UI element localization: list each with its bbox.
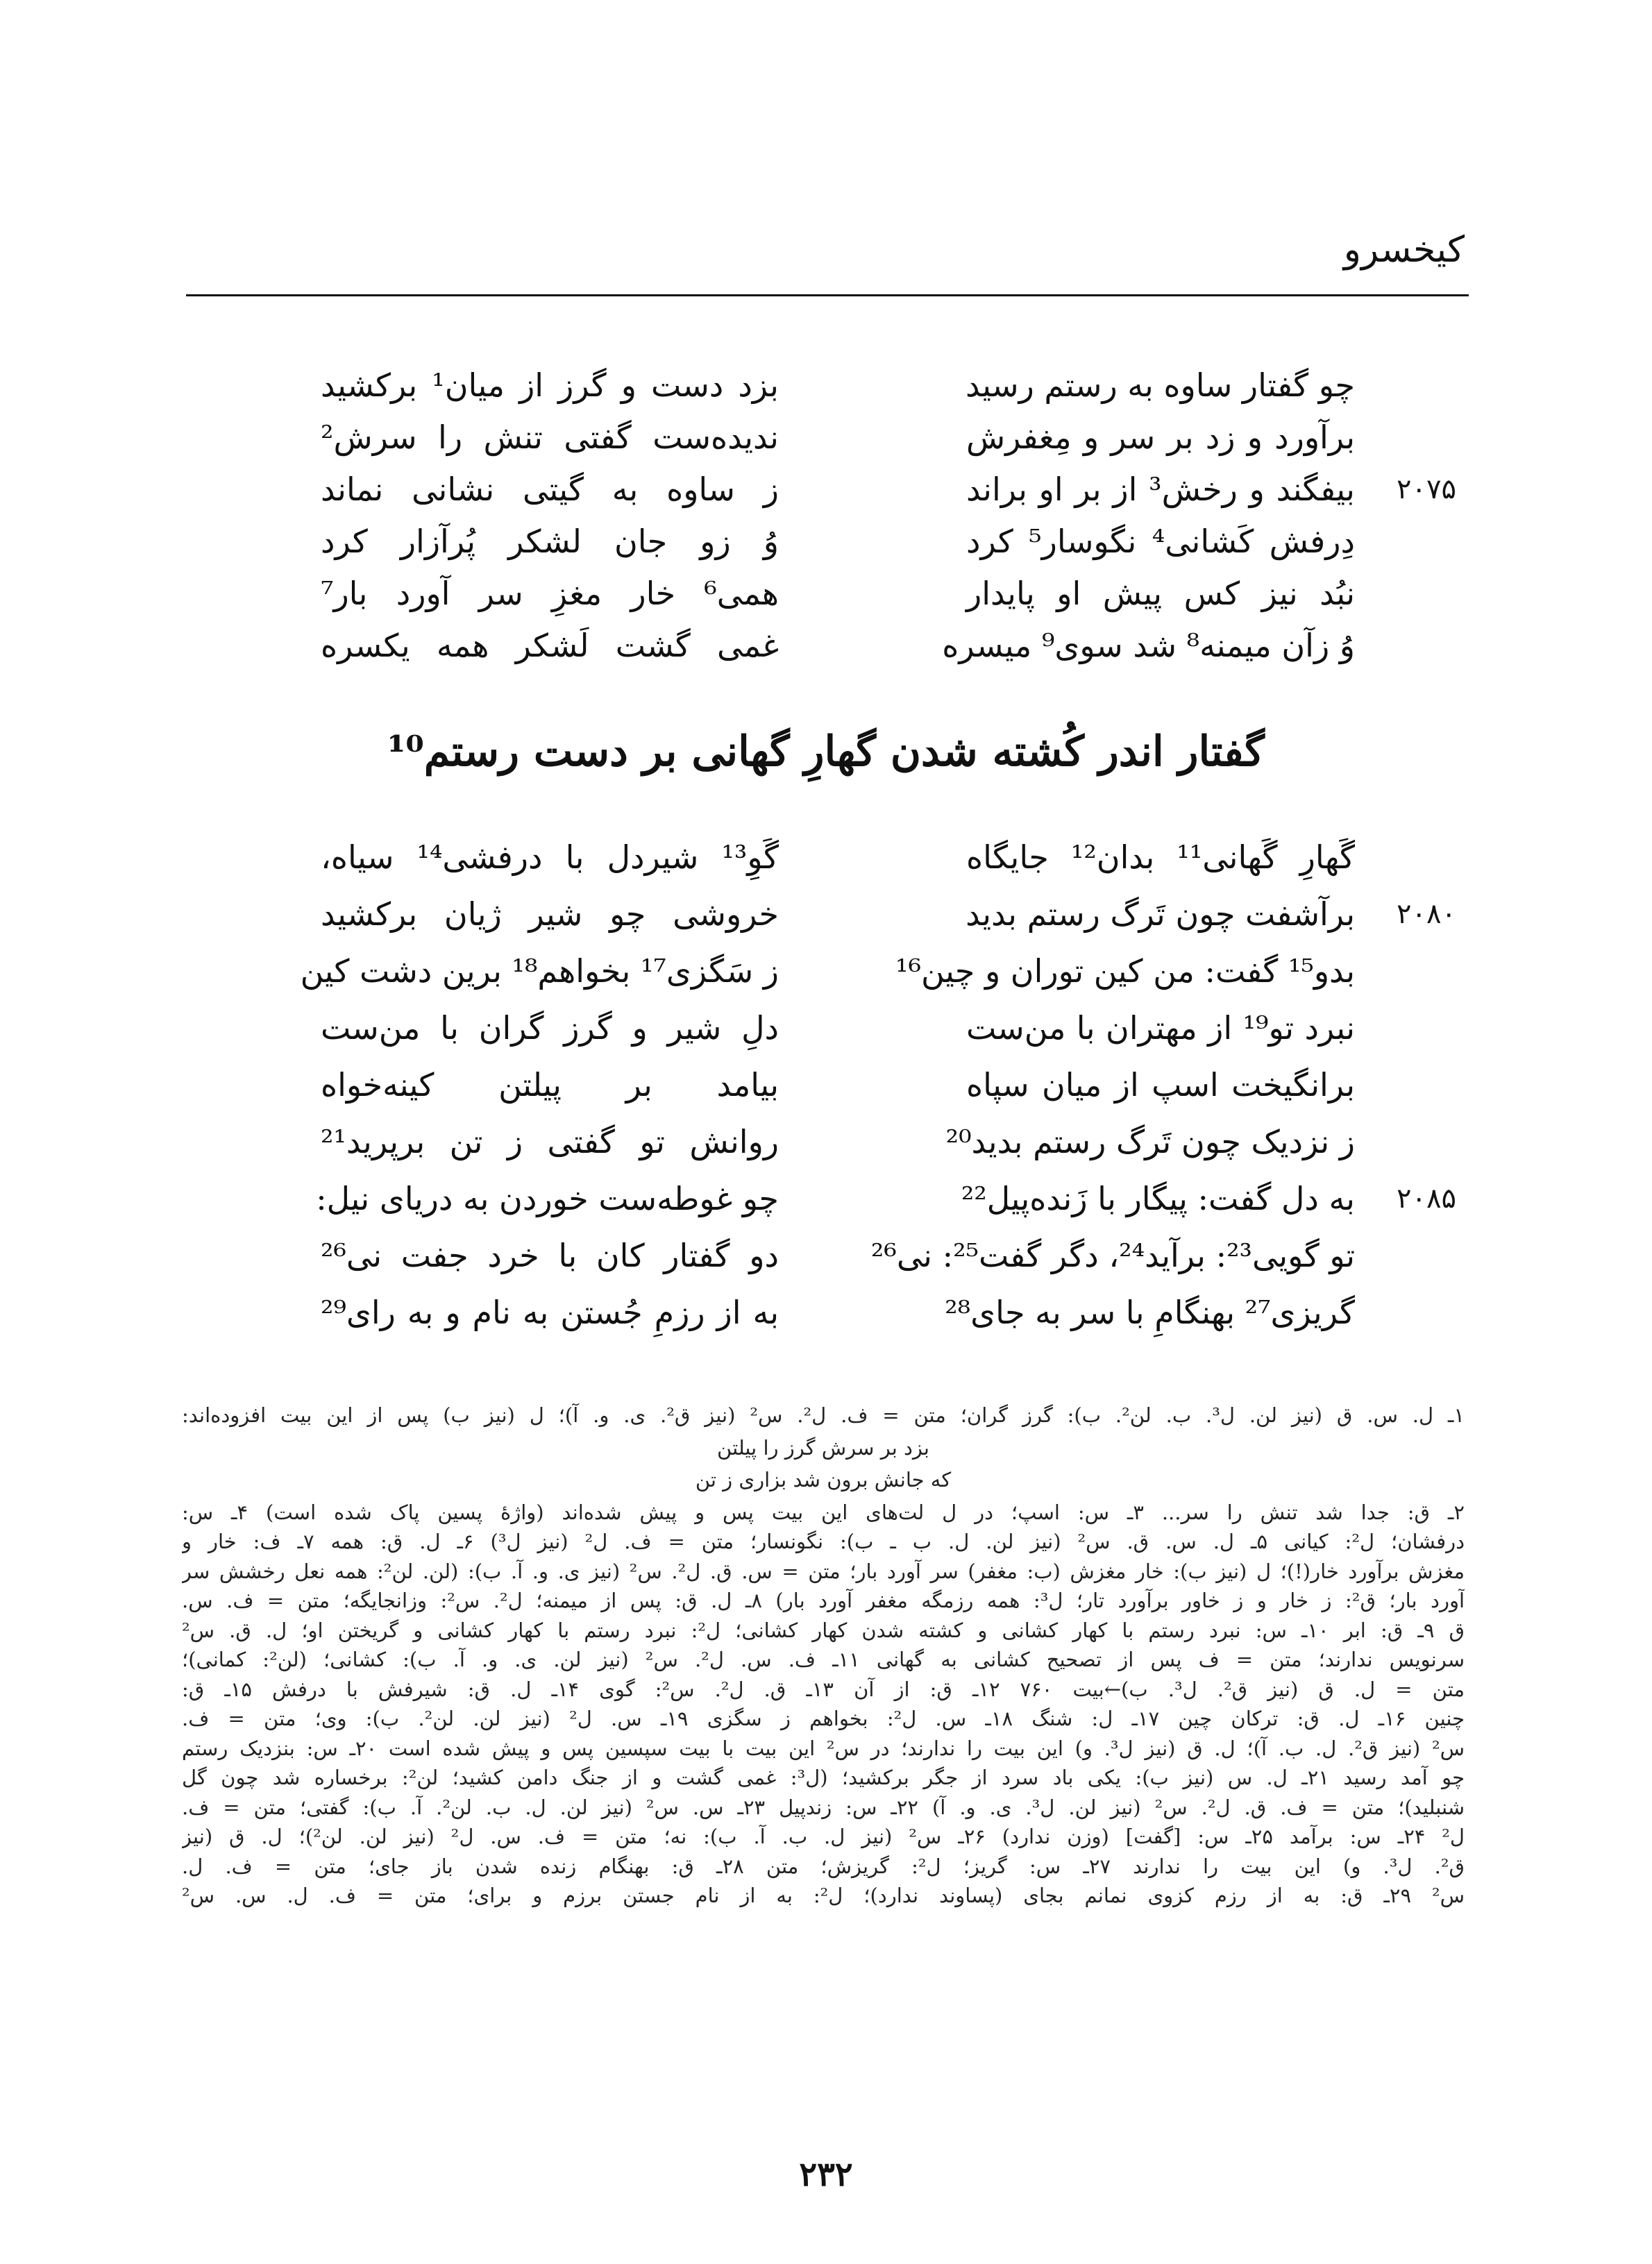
- hemistich-left: گَوِ¹³ شیردل با درفشی¹⁴ سیاه،: [321, 838, 779, 876]
- couplet: [0, 569, 1652, 618]
- footnote-line: درفشان؛ ل²: کیانی ۵ـ ل. س. ق. س² (نیز لن. ل. ب ـ ب): نگونسار؛ متن = ف. ل² (نیز ل³) ۶ـ ل. ق: همه ۷ـ ف: خار و: [182, 1530, 1465, 1553]
- couplet: [0, 361, 1652, 409]
- hemistich-left: بزد دست و گرز از میان¹ برکشید: [321, 366, 779, 404]
- hemistich-left: ندیده‌ست گفتی تنش را سرش²: [321, 419, 779, 456]
- couplet: [0, 1117, 1652, 1166]
- footnote-line: آورد بار؛ ق²: ز خار و ز خاور برآورد تار؛ ل³: همه رزمگه مغفر آورد بار) ۸ـ ل. ق: پس از میمنه؛ ل². س²: وزانجایگه؛ متن = ف. س.: [182, 1589, 1465, 1612]
- footnote-verse: که جانش برون شد بزاری ز تن: [695, 1468, 952, 1492]
- hemistich-right: گریزی²⁷ بهنگامِ با سر به جای²⁸: [945, 1294, 1355, 1331]
- hemistich-right: نبرد تو¹⁹ از مهتران با من‌ست: [966, 1009, 1355, 1047]
- hemistich-right: گَهارِ گَهانی¹¹ بدان¹² جایگاه: [966, 838, 1355, 876]
- couplet: [0, 890, 1652, 938]
- footnote-line: س² ۲۹ـ ق: به از رزم کزوی نمانم بجای (پساوند ندارد)؛ ل²: به از نام جستن برزم و برای؛ متن = ف. ل. س. س²: [182, 1884, 1465, 1907]
- section-heading: گفتار اندر کُشته شدن گهارِ گهانی بر دست رستم¹⁰: [387, 727, 1265, 776]
- couplet: [0, 1061, 1652, 1109]
- footnote-line: متن = ل. ق (نیز ق². ل³. ب)←بیت ۷۶۰ ۱۲ـ ق: از آن ۱۳ـ ق. ل². س²: گوی ۱۴ـ ل. ق: شیرفش با درفش ۱۵ـ ق:: [182, 1677, 1465, 1701]
- couplet: [0, 517, 1652, 566]
- hemistich-left: روانش تو گفتی ز تن برپرید²¹: [321, 1123, 779, 1160]
- footnote-line: سرنویس ندارند؛ متن = ف پس از تصحیح کشانی به گهانی ۱۱ـ ف. س. ل². س² (نیز لن. ی. و. آ. ب): کشانی؛ (لن²: کمانی)؛: [182, 1648, 1465, 1671]
- footnote-line: چو آمد رسید ۲۱ـ ل. س (نیز ب): یکی باد سرد از جگر برکشید؛ (ل³: غمی گشت و از جنگ دامن کشید؛ لن²: برخساره شد چون گل: [182, 1766, 1465, 1789]
- couplet: [0, 1004, 1652, 1052]
- hemistich-left: چو غوطه‌ست خوردن به دریای نیل:: [316, 1180, 779, 1217]
- hemistich-right: چو گفتار ساوه به رستم رسید: [966, 366, 1355, 404]
- footnotes: [182, 1401, 1465, 1911]
- verse-number: ۲۰۸۰: [1397, 898, 1456, 930]
- hemistich-left: همی⁶ خار مغزِ سر آورد بار⁷: [321, 575, 779, 612]
- footnote-line: ۲ـ ق: جدا شد تنش را سر... ۳ـ س: اسپ؛ در ل لت‌های این بیت پس و پیش شده‌اند (واژهٔ پسین پاک شده است) ۴ـ س:: [182, 1500, 1465, 1524]
- footnote-line: مغزش برآورد خار(!)؛ ل (نیز ب): خار مغزش (ب: مغفر) سر آورد بار؛ متن = س. ق. ل². س² (نیز ی. و. آ. ب): (لن. لن²: همه نعل رخشش سر: [182, 1559, 1465, 1583]
- hemistich-left: دو گفتار کان با خرد جفت نی²⁶: [321, 1237, 779, 1274]
- footnote-line: س² (نیز ق². ل. ب. آ)؛ ل. ق (نیز ل³. و) این بیت را ندارند؛ در س² این بیت با بیت سپسین پس و پیش شده است ۲۰ـ س: بنزدیک رستم: [182, 1736, 1465, 1760]
- hemistich-right: برآشفت چون تَرگ رستم بدید: [966, 895, 1355, 933]
- footnote-line: شنبلید)؛ متن = ف. ق. ل². س² (نیز لن. ل³. ی. و. آ) ۲۲ـ س: زندپیل ۲۳ـ س. س² (نیز لن. ل. ب. لن². آ. ب): گفتی؛ متن = ف.: [182, 1795, 1465, 1819]
- hemistich-right: تو گویی²³: برآید²⁴، دگر گفت²⁵: نی²⁶: [870, 1237, 1355, 1274]
- hemistich-left: غمی گشت لَشکر همه یکسره: [321, 627, 779, 664]
- hemistich-right: بیفگند و رخش³ از بر او براند: [966, 471, 1355, 508]
- couplet: [0, 1231, 1652, 1280]
- hemistich-right: نبُد نیز کس پیش او پایدار: [966, 575, 1355, 612]
- hemistich-right: ز نزدیک چون تَرگ رستم بدید²⁰: [945, 1123, 1355, 1160]
- couplet: [0, 413, 1652, 462]
- footnote-verse: بزد بر سرش گرز را پیلتن: [717, 1435, 929, 1460]
- couplet: [0, 1174, 1652, 1223]
- hemistich-left: وُ زو جان لشکر پُرآزار کرد: [321, 523, 779, 560]
- hemistich-left: به از رزمِ جُستن به نام و به رای²⁹: [321, 1294, 779, 1331]
- footnote-line: ق². ل³. و) این بیت را ندارند ۲۷ـ س: گریز؛ ل²: گریزش؛ متن ۲۸ـ ق: بهنگام زنده شدن باز جای؛ متن = ف. ل.: [182, 1854, 1465, 1878]
- footnote-line: ۱ـ ل. س. ق (نیز لن. ل³. ب. لن². ب): گرز گران؛ متن = ف. ل². س² (نیز ق². ی. و. آ)؛ ل (نیز ب) پس از این بیت افزوده‌اند:: [182, 1403, 1465, 1427]
- couplet: [0, 1288, 1652, 1337]
- hemistich-right: وُ زآن میمنه⁸ شد سوی⁹ میسره: [942, 627, 1355, 664]
- hemistich-left: خروشی چو شیر ژیان برکشید: [321, 895, 779, 933]
- couplet: [0, 833, 1652, 881]
- hemistich-right: به دل گفت: پیگار با زَنده‌پیل²²: [961, 1180, 1355, 1217]
- hemistich-left: دلِ شیر و گرز گران با من‌ست: [321, 1009, 779, 1047]
- hemistich-left: بیامد بر پیلتن کینه‌خواه: [321, 1066, 779, 1104]
- header-rule: [186, 294, 1469, 296]
- running-header: کیخسرو: [1343, 229, 1465, 271]
- hemistich-right: دِرفش کَشانی⁴ نگوسار⁵ کرد: [966, 523, 1355, 560]
- footnote-line: ق ۹ـ ق: ابر ۱۰ـ س: نبرد رستم با کهار کشانی و کشته شدن کهار کشانی؛ ل²: نبرد رستم با کهار کشانی و گریختن او؛ ل. ق. س²: [182, 1618, 1465, 1642]
- hemistich-right: برآورد و زد بر سر و مِغفرش: [966, 419, 1355, 456]
- couplet: [0, 621, 1652, 670]
- hemistich-left: ز سَگزی¹⁷ بخواهم¹⁸ برین دشت کین: [300, 952, 779, 990]
- hemistich-right: برانگیخت اسپ از میان سپاه: [966, 1066, 1355, 1104]
- verse-number: ۲۰۸۵: [1397, 1183, 1456, 1215]
- couplet: [0, 947, 1652, 995]
- footnote-line: چنین ۱۶ـ ل. ق: ترکان چین ۱۷ـ ل: شنگ ۱۸ـ س. ل²: بخواهم ز سگزی ۱۹ـ س. ل² (نیز لن. لن². ب): وی؛ متن = ف.: [182, 1707, 1465, 1730]
- page-number: ۲۳۲: [799, 2155, 853, 2194]
- hemistich-right: بدو¹⁵ گفت: من کین توران و چین¹⁶: [895, 952, 1355, 990]
- hemistich-left: ز ساوه به گیتی نشانی نماند: [321, 471, 779, 508]
- verse-number: ۲۰۷۵: [1397, 473, 1456, 505]
- couplet: [0, 465, 1652, 514]
- footnote-line: ل² ۲۴ـ س: برآمد ۲۵ـ س: [گفت] (وزن ندارد) ۲۶ـ س² (نیز ل. ب. آ. ب): نه؛ متن = ف. س. ل² (نیز لن. لن²)؛ ل. ق (نیز: [182, 1825, 1465, 1848]
